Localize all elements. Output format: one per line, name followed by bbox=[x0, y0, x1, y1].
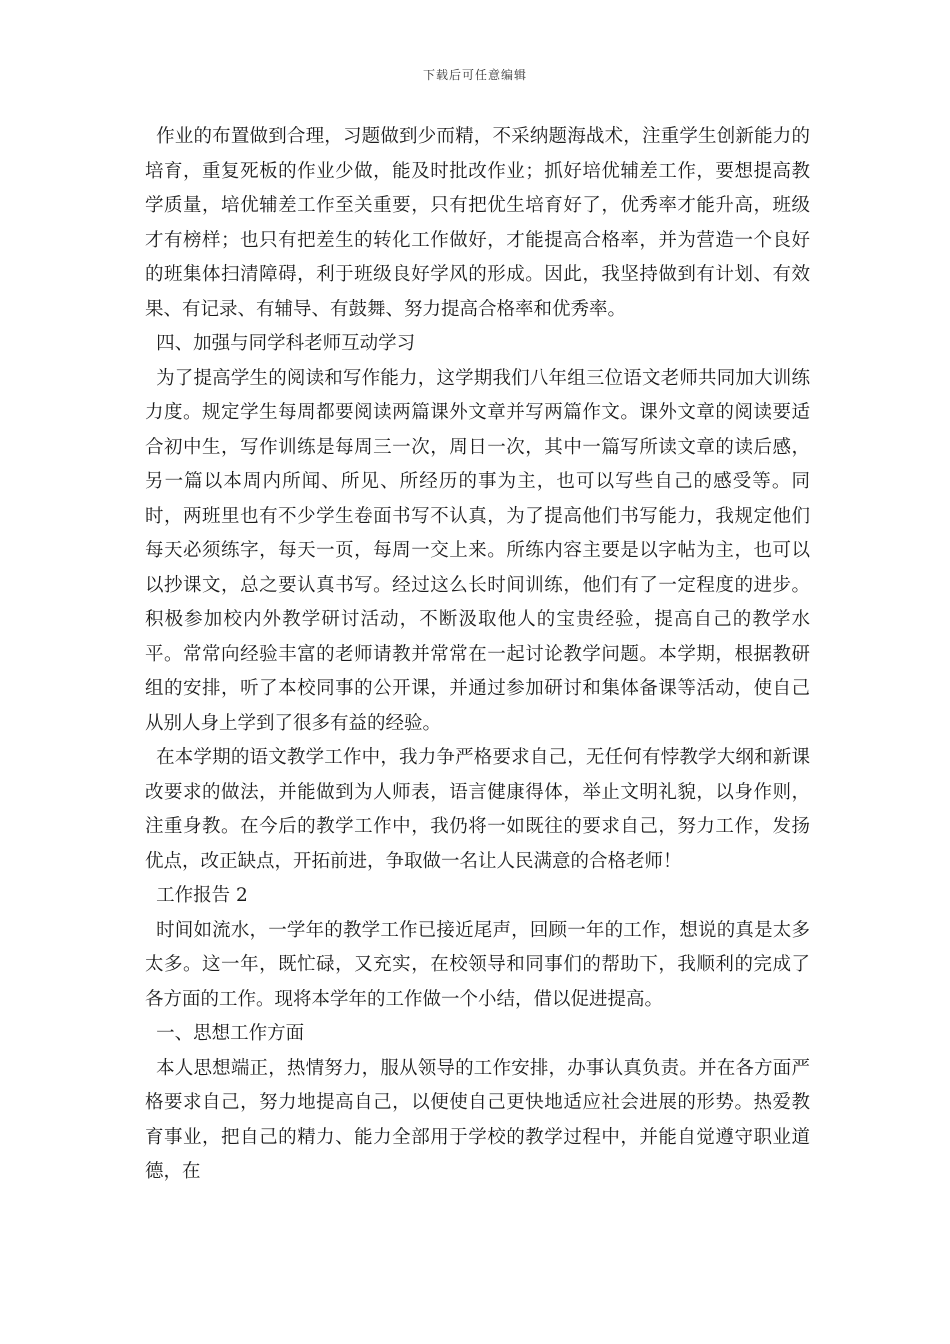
paragraph-conclusion: 在本学期的语文教学工作中，我力争严格要求自己，无任何有悖教学大纲和新课改要求的做法，并能做到为人师表，语言健康得体，举止文明礼貌，以身作则，注重身教。在今后的教学工作中，我仍将一如既往的要求自己，努力工作，发扬优点，改正缺点，开拓前进，争取做一名让人民满意的合格老师！ bbox=[145, 747, 810, 872]
document-body bbox=[145, 120, 810, 1190]
paragraph-ideology: 本人思想端正，热情努力，服从领导的工作安排，办事认真负责。并在各方面严格要求自己，努力地提高自己，以便使自己更快地适应社会进展的形势。热爱教育事业，把自己的精力、能力全部用于学校的教学过程中，并能自觉遵守职业道德，在 bbox=[145, 1057, 810, 1182]
section-heading-1: 一、思想工作方面 bbox=[156, 1023, 305, 1044]
section-heading-4: 四、加强与同学科老师互动学习 bbox=[156, 333, 416, 354]
paragraph-reading-writing: 为了提高学生的阅读和写作能力，这学期我们八年组三位语文老师共同加大训练力度。规定学生每周都要阅读两篇课外文章并写两篇作文。课外文章的阅读要适合初中生，写作训练是每周三一次，周日一次，其中一篇写所读文章的读后感，另一篇以本周内所闻、所见、所经历的事为主，也可以写些自己的感受等。同时，两班里也有不少学生卷面书写不认真，为了提高他们书写能力，我规定他们每天必须练字，每天一页，每周一交上来。所练内容主要是以字帖为主，也可以以抄课文，总之要认真书写。经过这么长时间训练，他们有了一定程度的进步。积极参加校内外教学研讨活动，不断汲取他人的宝贵经验，提高自己的教学水平。常常向经验丰富的老师请教并常常在一起讨论教学问题。本学期，根据教研组的安排，听了本校同事的公开课，并通过参加研讨和集体备课等活动，使自己从别人身上学到了很多有益的经验。 bbox=[145, 367, 810, 734]
paragraph-homework: 作业的布置做到合理，习题做到少而精，不采纳题海战术，注重学生创新能力的培育，重复死板的作业少做，能及时批改作业；抓好培优辅差工作，要想提高教学质量，培优辅差工作至关重要，只有把优生培育好了，优秀率才能升高，班级才有榜样；也只有把差生的转化工作做好，才能提高合格率，并为营造一个良好的班集体扫清障碍，利于班级良好学风的形成。因此，我坚持做到有计划、有效果、有记录、有辅导、有鼓舞、努力提高合格率和优秀率。 bbox=[145, 126, 810, 320]
paragraph-intro: 时间如流水，一学年的教学工作已接近尾声，回顾一年的工作，想说的真是太多太多。这一年，既忙碌，又充实，在校领导和同事们的帮助下，我顺利的完成了各方面的工作。现将本学年的工作做一个小结，借以促进提高。 bbox=[145, 919, 810, 1010]
page-header: 下载后可任意编辑 bbox=[422, 68, 527, 82]
report-title-2: 工作报告 2 bbox=[156, 885, 248, 906]
